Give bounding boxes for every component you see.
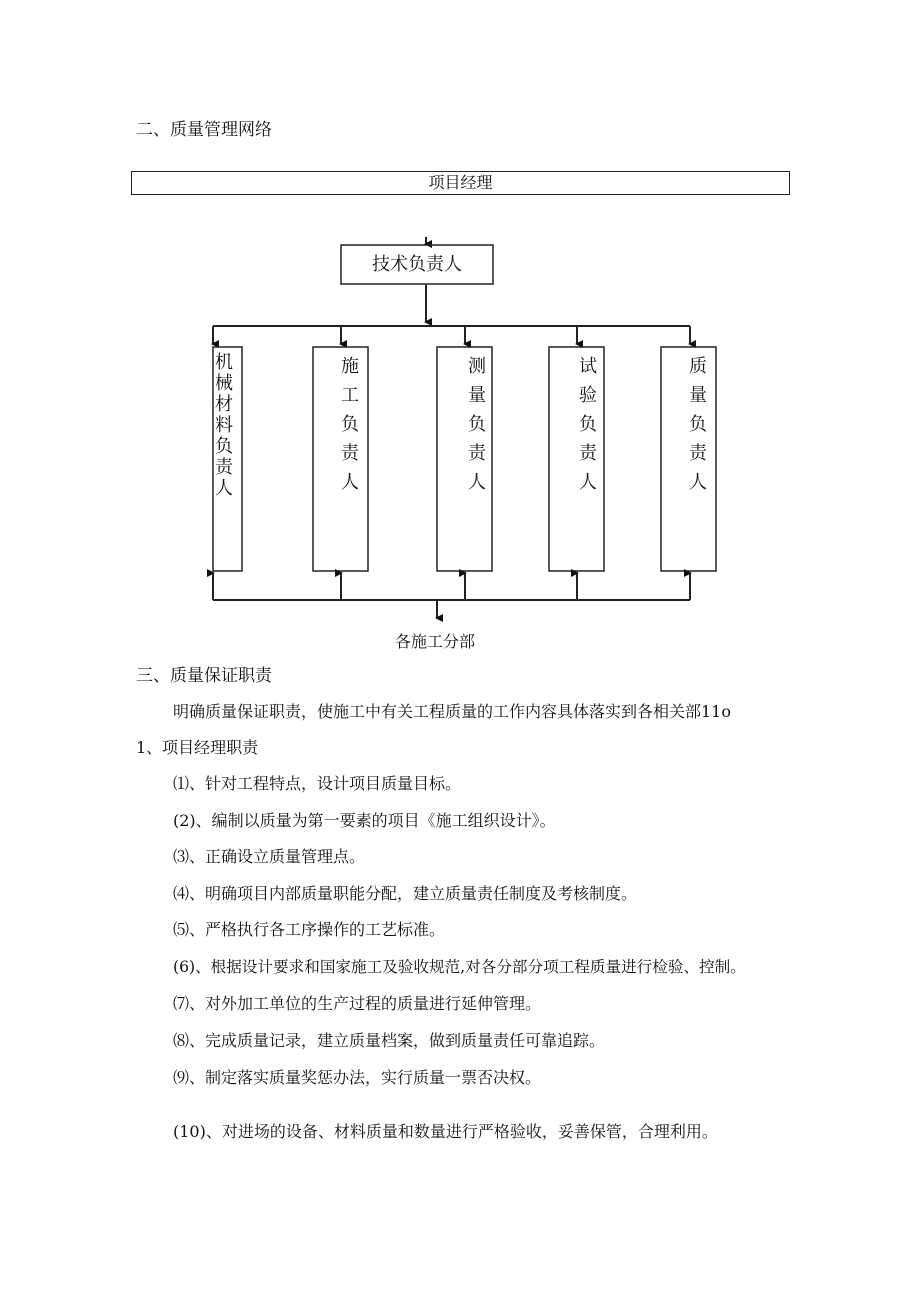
role-label-machinery: 机械材料负责人	[215, 352, 233, 499]
project-manager-box: 项目经理	[131, 171, 790, 195]
section-heading-quality-duties: 三、质量保证职责	[136, 666, 272, 686]
role-label-quality: 质量负责人	[689, 356, 707, 493]
role-label-testing: 试验负责人	[579, 356, 597, 493]
role-label-survey: 测量负责人	[468, 356, 486, 493]
subsection-heading-pm-duties: 1、项目经理职责	[136, 738, 259, 757]
duty-item: ⑼、制定落实质量奖惩办法，实行质量一票否决权。	[173, 1068, 542, 1087]
duty-item: ⑺、对外加工单位的生产过程的质量进行延伸管理。	[173, 994, 542, 1013]
duty-item: ⑶、正确设立质量管理点。	[173, 847, 366, 866]
tech-head-label: 技术负责人	[372, 254, 462, 275]
branches-label: 各施工分部	[395, 632, 476, 651]
duty-item: (2)、编制以质量为第一要素的项目《施工组织设计》。	[173, 811, 556, 830]
duty-item: ⑴、针对工程特点，设计项目质量目标。	[173, 774, 462, 793]
duty-item: ⑻、完成质量记录，建立质量档案，做到质量责任可靠追踪。	[173, 1031, 606, 1050]
duty-item: ⑷、明确项目内部质量职能分配，建立质量责任制度及考核制度。	[173, 884, 638, 903]
duty-item: (10)、对进场的设备、材料质量和数量进行严格验收，妥善保管，合理利用。	[173, 1122, 718, 1141]
section-intro: 明确质量保证职责，使施工中有关工程质量的工作内容具体落实到各相关部11o	[173, 702, 731, 721]
duty-item: ⑸、严格执行各工序操作的工艺标准。	[173, 920, 446, 939]
section-heading-quality-network: 二、质量管理网络	[136, 120, 272, 140]
org-chart-lines	[0, 0, 920, 640]
duty-item: (6)、根据设计要求和国家施工及验收规范,对各分部分项工程质量进行检验、控制。	[173, 958, 746, 976]
role-label-construction: 施工负责人	[341, 356, 359, 493]
